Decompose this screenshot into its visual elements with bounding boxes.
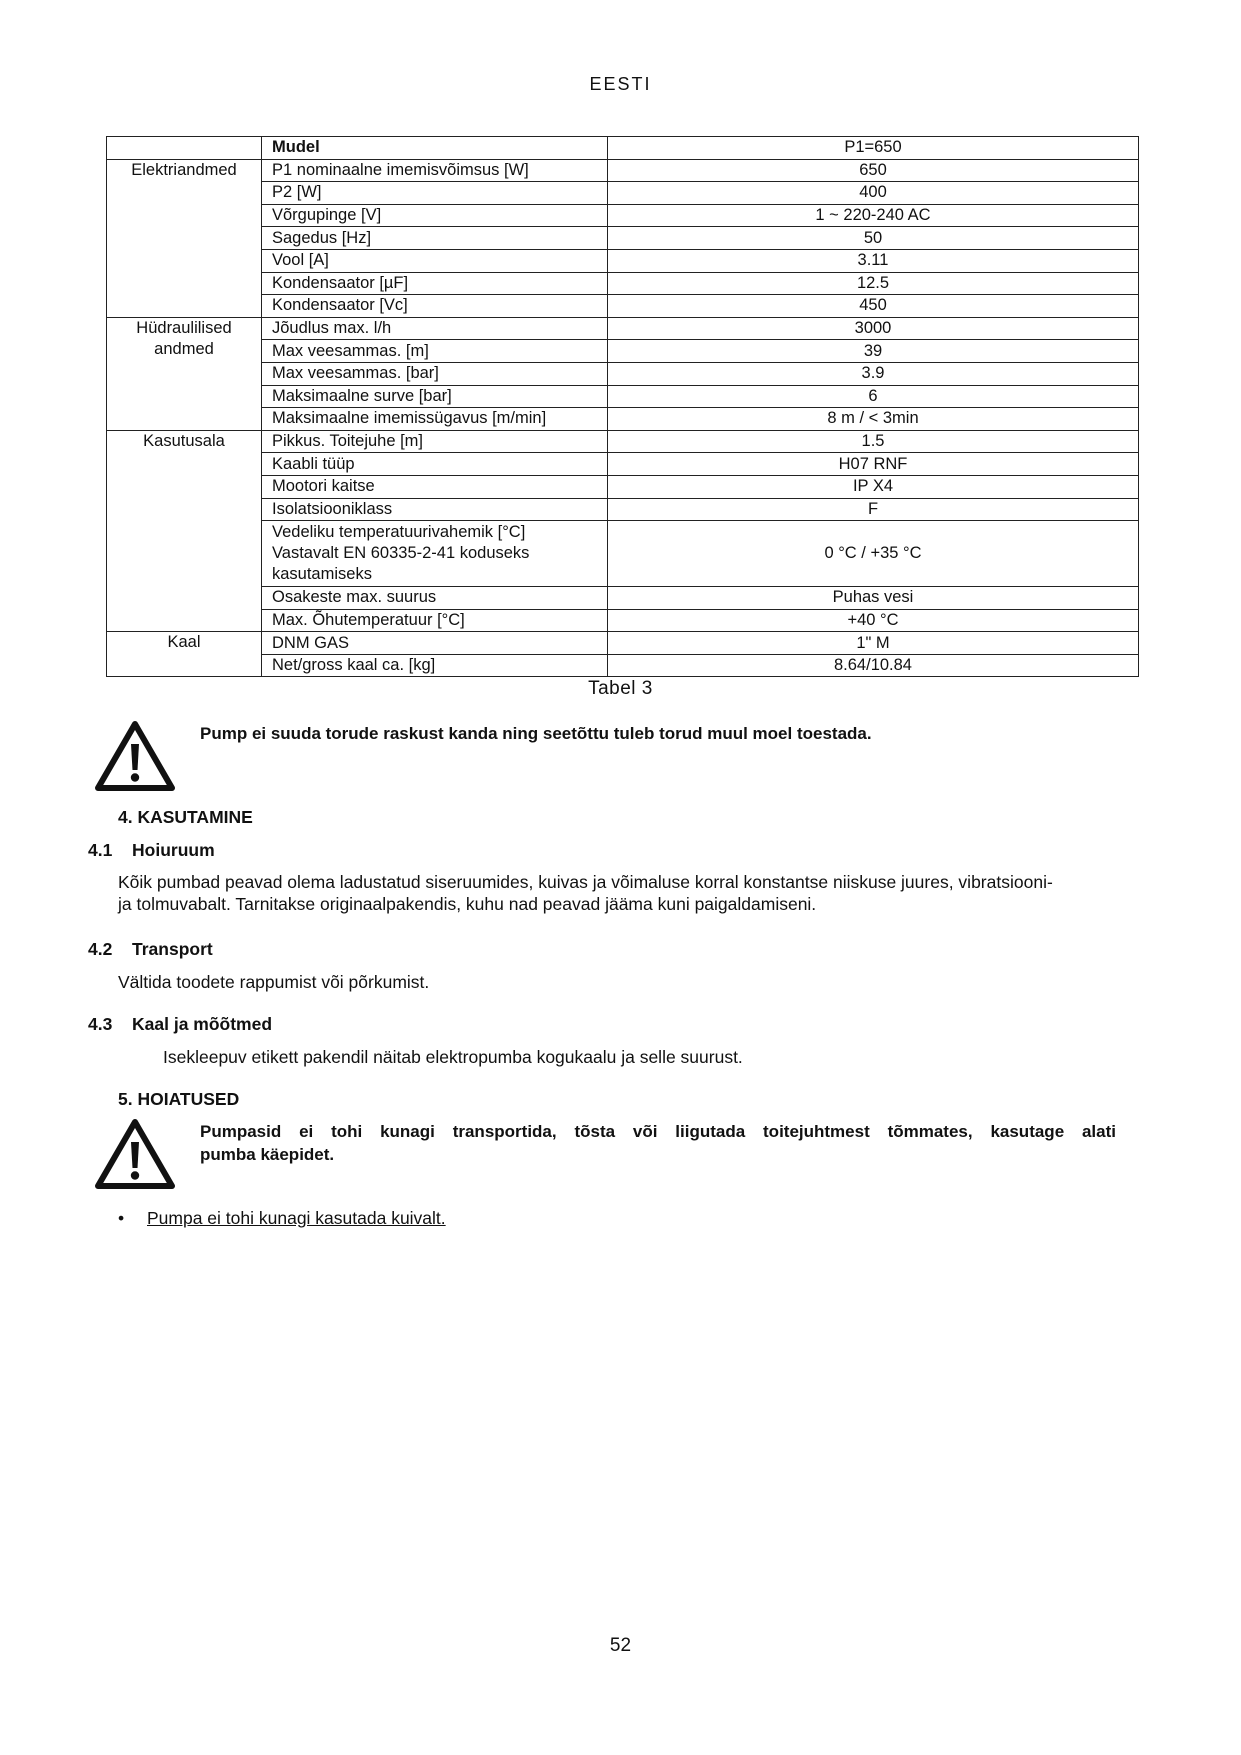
model-label: Mudel xyxy=(262,137,608,160)
model-value: P1=650 xyxy=(608,137,1139,160)
section-number: 4.1 xyxy=(88,840,113,860)
table-row xyxy=(107,317,1139,340)
row-value: 0 °C / +35 °C xyxy=(608,521,1139,587)
row-label-line1: Vedeliku temperatuurivahemik [°C] xyxy=(272,523,526,542)
group-elektriandmed: Elektriandmed xyxy=(107,159,262,317)
row-label: Maksimaalne imemissügavus [m/min] xyxy=(262,408,608,431)
row-label: Jõudlus max. l/h xyxy=(262,317,608,340)
section-number: 4.2 xyxy=(88,939,113,959)
row-value: 6 xyxy=(608,385,1139,408)
section-4-1-heading xyxy=(88,840,215,861)
table-row xyxy=(107,408,1139,431)
group-name-line1: Hüdraulilised xyxy=(136,318,232,337)
table-row xyxy=(107,521,1139,587)
row-value: 400 xyxy=(608,182,1139,205)
cable-handling-warning xyxy=(200,1120,1116,1166)
table-header-row xyxy=(107,137,1139,160)
table-row xyxy=(107,182,1139,205)
paragraph-line: ja tolmuvabalt. Tarnitakse originaalpakendis, kuhu nad peavad jääma kuni paigaldamiseni. xyxy=(118,894,817,914)
row-label: P2 [W] xyxy=(262,182,608,205)
row-label: Pikkus. Toitejuhe [m] xyxy=(262,430,608,453)
table-row xyxy=(107,227,1139,250)
weight-paragraph: Isekleepuv etikett pakendil näitab elektropumba kogukaalu ja selle suurust. xyxy=(163,1047,743,1067)
row-label: Vool [A] xyxy=(262,249,608,272)
pipe-support-warning: Pump ei suuda torude raskust kanda ning seetõttu tuleb torud muul moel toestada. xyxy=(200,724,872,743)
row-value: H07 RNF xyxy=(608,453,1139,476)
row-value: Puhas vesi xyxy=(608,587,1139,610)
page-header-language: EESTI xyxy=(589,74,652,94)
warning-triangle-icon xyxy=(94,1118,176,1190)
row-value: 3.11 xyxy=(608,249,1139,272)
row-label: Võrgupinge [V] xyxy=(262,204,608,227)
storage-paragraph xyxy=(118,871,1128,915)
row-label: Kaabli tüüp xyxy=(262,453,608,476)
dry-run-warning: Pumpa ei tohi kunagi kasutada kuivalt. xyxy=(147,1208,446,1228)
section-title: Transport xyxy=(132,939,213,959)
row-value: 3000 xyxy=(608,317,1139,340)
row-label: Max veesammas. [m] xyxy=(262,340,608,363)
row-value: 450 xyxy=(608,295,1139,318)
row-value: 8 m / < 3min xyxy=(608,408,1139,431)
page-number: 52 xyxy=(609,1635,632,1656)
table-row xyxy=(107,587,1139,610)
table-row xyxy=(107,453,1139,476)
table-row xyxy=(107,159,1139,182)
table-row xyxy=(107,340,1139,363)
list-item xyxy=(118,1208,446,1229)
group-hudraulilised-andmed xyxy=(107,317,262,430)
row-value: 39 xyxy=(608,340,1139,363)
section-5-title: 5. HOIATUSED xyxy=(118,1089,240,1109)
bullet-marker: • xyxy=(118,1208,125,1228)
row-label: Kondensaator [Vc] xyxy=(262,295,608,318)
table-row xyxy=(107,385,1139,408)
row-label: Maksimaalne surve [bar] xyxy=(262,385,608,408)
row-label-multiline xyxy=(262,521,608,587)
row-label: P1 nominaalne imemisvõimsus [W] xyxy=(262,159,608,182)
row-value: 3.9 xyxy=(608,362,1139,385)
row-label: Max. Õhutemperatuur [°C] xyxy=(262,609,608,632)
table-caption: Tabel 3 xyxy=(588,678,653,699)
row-value: 1.5 xyxy=(608,430,1139,453)
group-kaal: Kaal xyxy=(107,632,262,677)
table-row xyxy=(107,654,1139,677)
section-4-3-heading xyxy=(88,1014,272,1035)
warning-line: Pumpasid ei tohi kunagi transportida, tõsta või liigutada toitejuhtmest tõmmates, kasutage alati xyxy=(200,1122,1116,1141)
warning-triangle-icon xyxy=(94,720,176,792)
row-label: Osakeste max. suurus xyxy=(262,587,608,610)
section-number: 4.3 xyxy=(88,1014,113,1034)
section-title: Hoiuruum xyxy=(132,840,215,860)
row-value: 1 ~ 220-240 AC xyxy=(608,204,1139,227)
section-4-title: 4. KASUTAMINE xyxy=(118,807,253,827)
row-label: DNM GAS xyxy=(262,632,608,655)
row-value: 650 xyxy=(608,159,1139,182)
row-label: Sagedus [Hz] xyxy=(262,227,608,250)
row-value: F xyxy=(608,498,1139,521)
transport-paragraph: Vältida toodete rappumist või põrkumist. xyxy=(118,972,430,992)
table-row xyxy=(107,362,1139,385)
table-row xyxy=(107,632,1139,655)
table-row xyxy=(107,204,1139,227)
row-label: Mootori kaitse xyxy=(262,475,608,498)
table-row xyxy=(107,430,1139,453)
row-label: Max veesammas. [bar] xyxy=(262,362,608,385)
group-kasutusala: Kasutusala xyxy=(107,430,262,632)
row-value: 50 xyxy=(608,227,1139,250)
table-row xyxy=(107,475,1139,498)
row-label: Isolatsiooniklass xyxy=(262,498,608,521)
table-row xyxy=(107,295,1139,318)
row-value: IP X4 xyxy=(608,475,1139,498)
table-row xyxy=(107,498,1139,521)
section-4-2-heading xyxy=(88,939,213,960)
table-row xyxy=(107,609,1139,632)
row-label: Net/gross kaal ca. [kg] xyxy=(262,654,608,677)
row-value: 12.5 xyxy=(608,272,1139,295)
row-value: 8.64/10.84 xyxy=(608,654,1139,677)
row-label-line3: kasutamiseks xyxy=(272,565,372,584)
group-name-line2: andmed xyxy=(154,339,214,358)
specifications-table xyxy=(106,136,1139,677)
warning-line: pumba käepidet. xyxy=(200,1145,335,1164)
table-row xyxy=(107,272,1139,295)
row-label-line2: Vastavalt EN 60335-2-41 koduseks xyxy=(272,544,530,563)
row-value: +40 °C xyxy=(608,609,1139,632)
section-title: Kaal ja mõõtmed xyxy=(132,1014,273,1034)
row-label: Kondensaator [µF] xyxy=(262,272,608,295)
table-corner-cell xyxy=(107,137,262,160)
table-row xyxy=(107,249,1139,272)
row-value: 1" M xyxy=(608,632,1139,655)
paragraph-line: Kõik pumbad peavad olema ladustatud siseruumides, kuivas ja võimaluse korral konstantse niiskuse juures, vibratsiooni- xyxy=(118,872,1053,892)
